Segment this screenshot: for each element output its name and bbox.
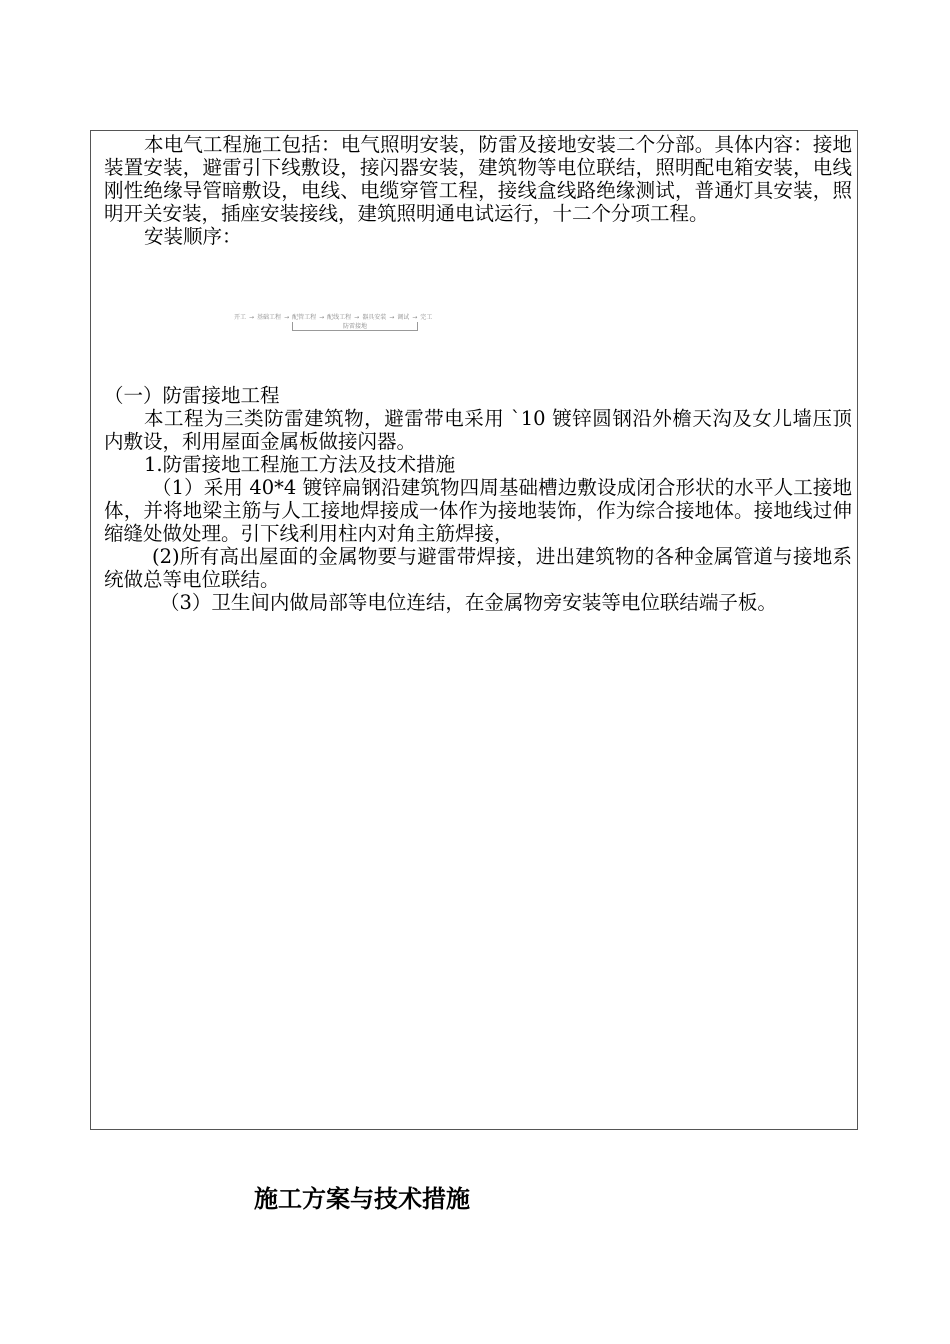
flow-step: 配管工程: [292, 314, 317, 321]
flowchart-row: [234, 314, 432, 322]
flow-step: 基础工程: [257, 314, 282, 321]
section-heading: （一）防雷接地工程: [104, 384, 280, 407]
intro-section: [104, 133, 852, 248]
measure-item-1: （1）采用 40*4 镀锌扁钢沿建筑物四周基础槽边敷设成闭合形状的水平人工接地体，并将地梁主筋与人工接地焊接成一体作为接地装饰，作为综合接地体。接地线过伸缩缝处做处理。引下线利用柱内对角主筋焊接，: [104, 476, 852, 545]
install-order-label: 安装顺序：: [144, 225, 242, 248]
measure-item-2: (2)所有高出屋面的金属物要与避雷带焊接，进出建筑物的各种金属管道与接地系统做总等电位联结。: [104, 545, 852, 591]
flow-step: 调试: [397, 314, 410, 321]
flow-arrow-icon: →: [412, 314, 418, 321]
install-order-flowchart: [234, 312, 574, 336]
flow-arrow-icon: →: [319, 314, 325, 321]
intro-paragraph: 本电气工程施工包括：电气照明安装，防雷及接地安装二个分部。具体内容：接地装置安装，避雷引下线敷设，接闪器安装，建筑物等电位联结，照明配电箱安装，电线刚性绝缘导管暗敷设，电线、电缆穿管工程，接线盒线路绝缘测试，普通灯具安装，照明开关安装，插座安装接线，建筑照明通电试运行，十二个分项工程。: [104, 133, 852, 225]
flow-step: 完工: [420, 314, 433, 321]
flow-arrow-icon: →: [249, 314, 255, 321]
flow-step: 配线工程: [327, 314, 352, 321]
flow-step: 开工: [234, 314, 247, 321]
flow-arrow-icon: →: [389, 314, 395, 321]
page-title: 施工方案与技术措施: [254, 1185, 470, 1213]
sub-heading: 1.防雷接地工程施工方法及技术措施: [144, 453, 456, 476]
content-frame: [90, 130, 858, 1130]
flow-arrow-icon: →: [284, 314, 290, 321]
flow-arrow-icon: →: [354, 314, 360, 321]
flow-step: 器具安装: [362, 314, 387, 321]
lightning-protection-section: [104, 384, 852, 614]
flow-branch: 防雷接地: [292, 322, 418, 331]
measure-item-3: （3）卫生间内做局部等电位连结，在金属物旁安装等电位联结端子板。: [160, 591, 777, 614]
section-paragraph: 本工程为三类防雷建筑物，避雷带电采用 `10 镀锌圆钢沿外檐天沟及女儿墙压顶内敷设，利用屋面金属板做接闪器。: [104, 407, 852, 453]
